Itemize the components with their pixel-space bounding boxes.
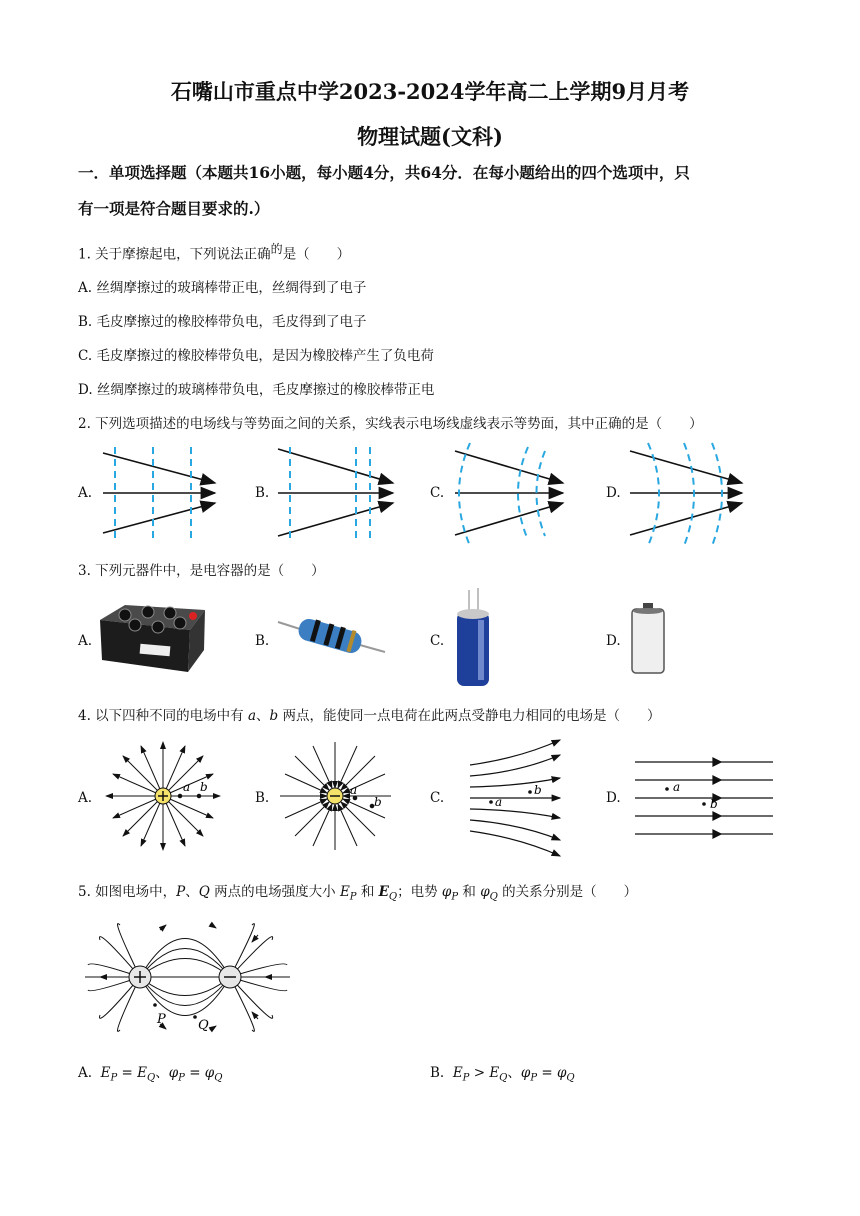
- q2-label-d[interactable]: D.: [606, 485, 621, 501]
- q5-a-e1: E: [100, 1065, 111, 1081]
- q5-b-sep: 、: [507, 1065, 521, 1081]
- section-heading-line2: 有一项是符合题目要求的.）: [78, 199, 270, 218]
- q4-stem-a: a: [247, 708, 257, 724]
- q5-stem-p: P: [176, 884, 186, 900]
- q5-a-rel2: =: [189, 1065, 201, 1081]
- q5-stem-text-1: 5. 如图电场中，: [78, 884, 177, 900]
- q1-option-b[interactable]: B. 毛皮摩擦过的橡胶棒带负电，毛皮得到了电子: [78, 314, 367, 330]
- q4-d-point-b: b: [710, 797, 718, 811]
- q4-stem-b: b: [269, 708, 279, 724]
- q3-stem: 3. 下列元器件中，是电容器的是（ ）: [78, 563, 325, 579]
- q5-point-p: P: [157, 1012, 166, 1027]
- q5-b-phi1-sub: P: [530, 1072, 538, 1084]
- q5-a-e1-sub: P: [110, 1072, 118, 1084]
- q5-a-phi1: φ: [168, 1065, 179, 1081]
- q4-a-point-b: b: [200, 780, 208, 794]
- q5-stem-e1-sub: P: [349, 891, 357, 903]
- q5-option-a[interactable]: [78, 1061, 222, 1084]
- q1-option-c[interactable]: C. 毛皮摩擦过的橡胶棒带负电，是因为橡胶棒产生了负电荷: [78, 348, 434, 364]
- section-heading-line1: 一．单项选择题（本题共16小题，每小题4分，共64分．在每小题给出的四个选项中，只: [78, 163, 690, 182]
- q5-stem-phi2-sub: Q: [489, 891, 498, 903]
- q4-c-point-b: b: [534, 783, 542, 797]
- q5-a-phi1-sub: P: [178, 1072, 185, 1084]
- q5-a-e2-sub: Q: [147, 1072, 156, 1084]
- q5-stem-phi2: φ: [480, 884, 490, 900]
- q5-b-phi2-sub: Q: [566, 1072, 575, 1084]
- q4-stem-text-2: 、: [256, 708, 270, 724]
- q4-label-b[interactable]: B.: [255, 790, 270, 806]
- q5-option-b-label: B.: [430, 1065, 445, 1081]
- q1-stem-text-b: 是（ ）: [282, 246, 351, 263]
- q1-stem-text-a: 1. 关于摩擦起电，下列说法正确: [78, 246, 271, 263]
- q4-b-point-b: b: [374, 795, 382, 809]
- q5-b-rel1: >: [473, 1065, 486, 1081]
- q5-b-rel2: =: [541, 1065, 553, 1081]
- q2-label-b[interactable]: B.: [255, 485, 270, 501]
- q4-b-point-a: a: [350, 783, 358, 797]
- q4-c-point-a: a: [495, 795, 503, 809]
- q1-option-a[interactable]: A. 丝绸摩擦过的玻璃棒带正电，丝绸得到了电子: [78, 280, 367, 296]
- q5-stem-text-3: 两点的电场强度大小: [209, 884, 340, 900]
- q5-b-e2-sub: Q: [499, 1072, 508, 1084]
- q5-a-e2: E: [137, 1065, 147, 1081]
- q5-a-rel1: =: [121, 1065, 133, 1081]
- q5-stem-q: Q: [198, 884, 210, 900]
- q2-label-a[interactable]: A.: [78, 485, 93, 501]
- q2-label-c[interactable]: C.: [430, 485, 445, 501]
- q5-a-phi2-sub: Q: [214, 1072, 223, 1084]
- q5-option-b[interactable]: [430, 1061, 575, 1084]
- q5-b-e1-sub: P: [462, 1072, 470, 1084]
- q3-label-b[interactable]: B.: [255, 633, 270, 649]
- q5-a-sep: 、: [155, 1065, 169, 1081]
- q5-stem-phi1: φ: [441, 884, 452, 900]
- q5-stem-text-2: 、: [185, 884, 199, 900]
- q5-stem-phi1-sub: P: [451, 891, 459, 903]
- q1-stem-sup: 的: [270, 242, 283, 256]
- q5-stem-text-6: 的关系分别是（ ）: [497, 884, 638, 900]
- q2-stem: 2. 下列选项描述的电场线与等势面之间的关系，实线表示电场线虚线表示等势面，其中正确的是（ ）: [78, 416, 703, 432]
- q5-b-phi1: φ: [520, 1065, 531, 1081]
- page-subtitle: 物理试题(文科): [357, 124, 503, 149]
- q5-a-phi2: φ: [204, 1065, 215, 1081]
- q5-stem-e2: E: [378, 884, 389, 900]
- q3-label-d[interactable]: D.: [606, 633, 621, 649]
- q5-b-e2: E: [489, 1065, 500, 1081]
- page-title: 石嘴山市重点中学2023-2024学年高二上学期9月月考: [170, 79, 690, 104]
- q4-label-a[interactable]: A.: [78, 790, 93, 806]
- q5-stem-text-5: 和: [458, 884, 481, 900]
- q3-label-c[interactable]: C.: [430, 633, 445, 649]
- q1-option-d[interactable]: D. 丝绸摩擦过的玻璃棒带负电，毛皮摩擦过的橡胶棒带正电: [78, 382, 435, 398]
- q4-d-point-a: a: [673, 780, 681, 794]
- q4-label-d[interactable]: D.: [606, 790, 621, 806]
- q3-label-a[interactable]: A.: [78, 633, 93, 649]
- q5-b-phi2: φ: [556, 1065, 567, 1081]
- q5-stem-e1: E: [339, 884, 350, 900]
- q5-option-a-label: A.: [78, 1065, 93, 1081]
- q5-stem-e2-sub: Q: [388, 891, 398, 903]
- q4-stem-text-1: 4. 以下四种不同的电场中有: [78, 708, 248, 724]
- q5-stem-text-4: ；电势: [397, 884, 442, 900]
- q5-point-q: Q: [198, 1018, 209, 1033]
- q5-b-e1: E: [452, 1065, 463, 1081]
- q4-a-point-a: a: [183, 780, 191, 794]
- q4-stem-text-3: 两点，能使同一点电荷在此两点受静电力相同的电场是（ ）: [278, 708, 661, 724]
- q4-label-c[interactable]: C.: [430, 790, 445, 806]
- q5-stem-and: 和: [356, 884, 379, 900]
